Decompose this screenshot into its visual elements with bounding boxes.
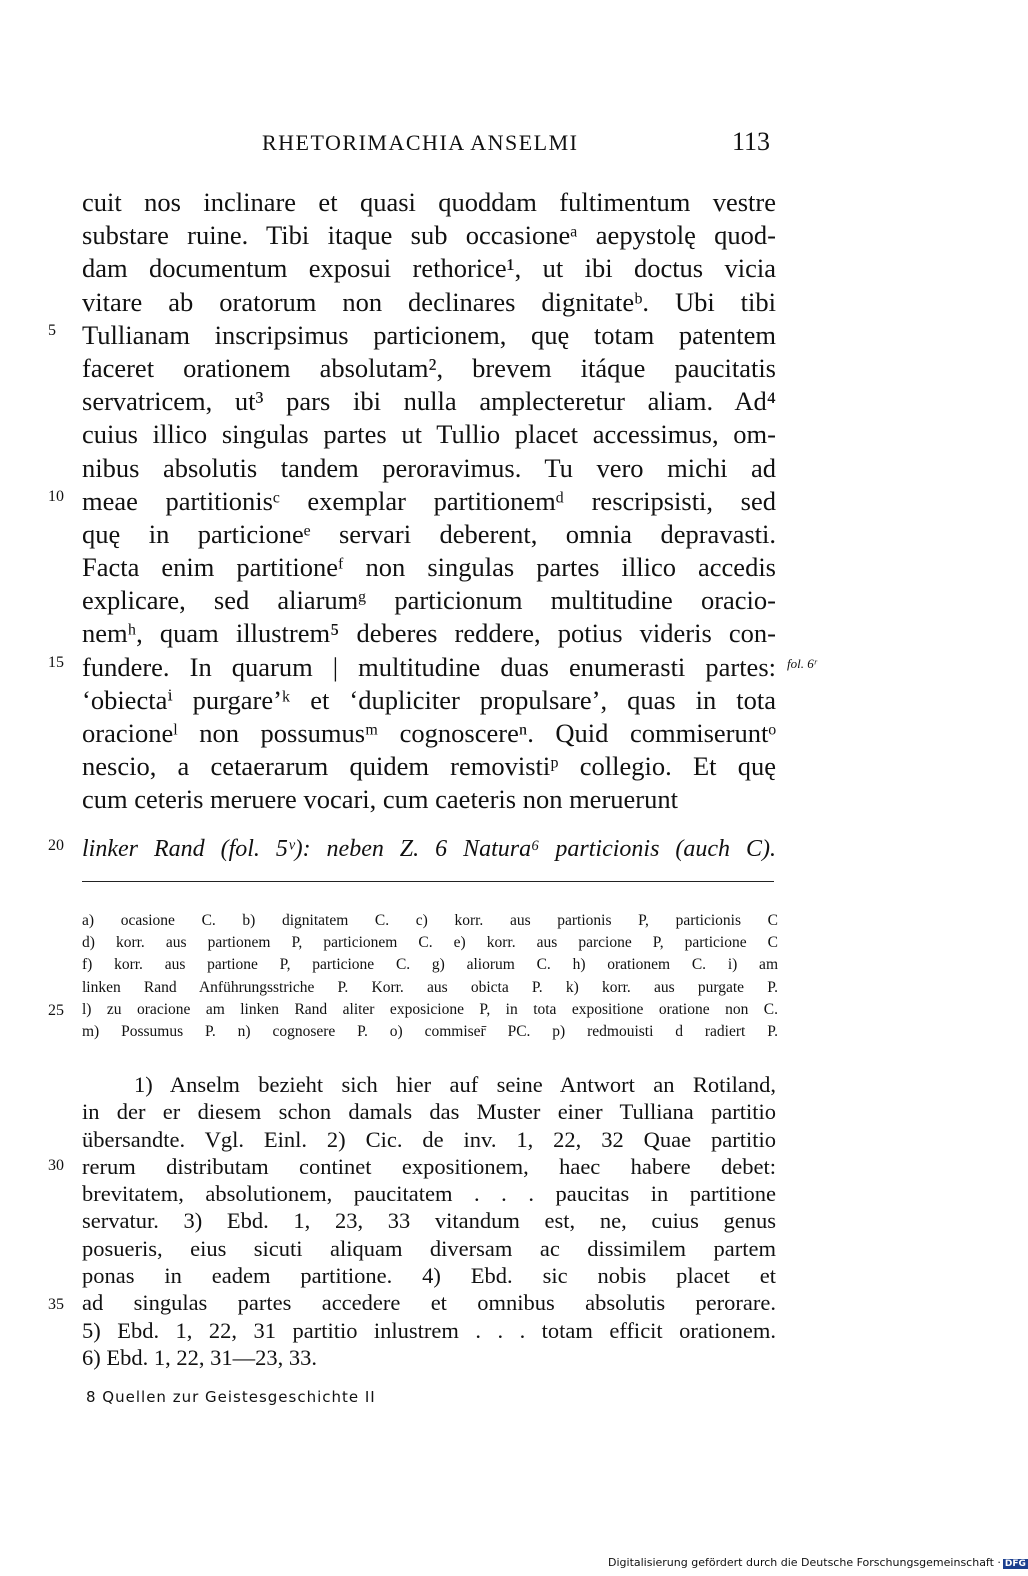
text-line: cuit nos inclinare et quasi quoddam fultimentum vestre: [82, 187, 776, 217]
line-number: 35: [48, 1296, 64, 1313]
running-head: [0, 127, 1000, 160]
text-line: nibus absolutis tandem peroravimus. Tu vero michi ad: [82, 452, 776, 483]
apparatus-line: d) korr. aus partionem P, particionem C. e) korr. aus parcione P, particione C: [82, 934, 778, 952]
main-text: [82, 186, 776, 817]
text-line: quę in particioneᵉ servari deberent, omnia depravasti.: [82, 518, 776, 549]
source-line: rerum distributam continet expositionem, haec habere debet:: [82, 1153, 776, 1179]
text-line: dam documentum exposui rethorice¹, ut ibi doctus vicia: [82, 253, 776, 284]
text-line: substare ruine. Tibi itaque sub occasioneᵃ aepystolę quod-: [82, 220, 776, 251]
text-line: nescio, a cetaerarum quidem removistiᵖ collegio. Et quę: [82, 751, 776, 782]
source-line: 1) Anselm bezieht sich hier auf seine Antwort an Rotiland,: [134, 1072, 776, 1097]
source-line: in der er diesem schon damals das Muster einer Tulliana partitio: [82, 1099, 776, 1125]
marginal-note-line: [82, 836, 776, 863]
apparatus-line: linken Rand Anführungsstriche P. Korr. aus obicta P. k) korr. aus purgate P.: [82, 978, 778, 996]
source-line: übersandte. Vgl. Einl. 2) Cic. de inv. 1, 22, 32 Quae partitio: [82, 1126, 776, 1152]
source-line: servatur. 3) Ebd. 1, 23, 33 vitandum est, ne, cuius genus: [82, 1208, 776, 1234]
line-number: 15: [48, 654, 64, 671]
line-number: 5: [48, 322, 56, 339]
text-line: explicare, sed aliarumᵍ particionum multitudine oracio-: [82, 585, 776, 616]
credit-text: Digitalisierung gefördert durch die Deutsche Forschungsgemeinschaft ·: [608, 1556, 1001, 1569]
text-line: nemʰ, quam illustrem⁵ deberes reddere, potius videris con-: [82, 618, 776, 649]
marginal-note-text: linker Rand (fol. 5ᵛ): neben Z. 6 Natura⁶ particionis (auch C).: [82, 836, 776, 862]
line-number: 20: [48, 837, 64, 854]
critical-apparatus: [82, 910, 778, 1043]
printer-signature: 8 Quellen zur Geistesgeschichte II: [86, 1388, 376, 1406]
text-line: Tullianam inscripsimus particionem, quę totam patentem: [82, 319, 776, 350]
dfg-logo: DFG: [1004, 1559, 1026, 1569]
running-title: RHETORIMACHIA ANSELMI: [262, 130, 579, 155]
page-number: 113: [732, 127, 771, 156]
source-line: ad singulas partes accedere et omnibus absolutis perorare.: [82, 1290, 776, 1316]
text-line: oracioneˡ non possumusᵐ cognoscereⁿ. Quid commiseruntᵒ: [82, 718, 776, 748]
apparatus-line: m) Possumus P. n) cognosere P. o) commiser̄ PC. p) redmouisti d radiert P.: [82, 1022, 778, 1040]
text-line: meae partitionisᶜ exemplar partitionemᵈ rescripsisti, sed: [82, 485, 776, 516]
line-number: 10: [48, 488, 64, 505]
line-number: 30: [48, 1157, 64, 1174]
apparatus-line: l) zu oracione am linken Rand aliter exposicione P, in tota expositione oratione non C.: [82, 1000, 778, 1018]
folio-margin-note: fol. 6ʳ: [787, 656, 817, 671]
source-line: ponas in eadem partitione. 4) Ebd. sic nobis placet et: [82, 1263, 776, 1289]
text-line: fundere. In quarum | multitudine duas enumerasti partes:: [82, 651, 776, 682]
source-line: 6) Ebd. 1, 22, 31—23, 33.: [82, 1344, 317, 1370]
line-number: 25: [48, 1002, 64, 1019]
digitization-credit: [608, 1556, 1028, 1569]
apparatus-line: a) ocasione C. b) dignitatem C. c) korr. aus partionis P, particionis C: [82, 912, 778, 929]
text-line: vitare ab oratorum non declinares dignitateᵇ. Ubi tibi: [82, 286, 776, 317]
source-line: posueris, eius sicuti aliquam diversam ac dissimilem partem: [82, 1235, 776, 1261]
text-line: cum ceteris meruere vocari, cum caeteris non meruerunt: [82, 784, 678, 815]
apparatus-line: f) korr. aus partione P, particione C. g) aliorum C. h) orationem C. i) am: [82, 956, 778, 974]
text-line: ‘obiectaⁱ purgare’ᵏ et ‘dupliciter propulsare’, quas in tota: [82, 684, 776, 715]
source-line: 5) Ebd. 1, 22, 31 partitio inlustrem . . . totam efficit orationem.: [82, 1317, 776, 1343]
divider-rule: [82, 881, 774, 882]
text-line: cuius illico singulas partes ut Tullio placet accessimus, om-: [82, 419, 776, 450]
source-notes: [82, 1071, 776, 1371]
text-line: servatricem, ut³ pars ibi nulla amplecteretur aliam. Ad⁴: [82, 386, 776, 417]
text-line: Facta enim partitioneᶠ non singulas partes illico accedis: [82, 552, 776, 583]
text-line: faceret orationem absolutam², brevem itáque paucitatis: [82, 352, 776, 383]
source-line: brevitatem, absolutionem, paucitatem . . . paucitas in partitione: [82, 1181, 776, 1207]
